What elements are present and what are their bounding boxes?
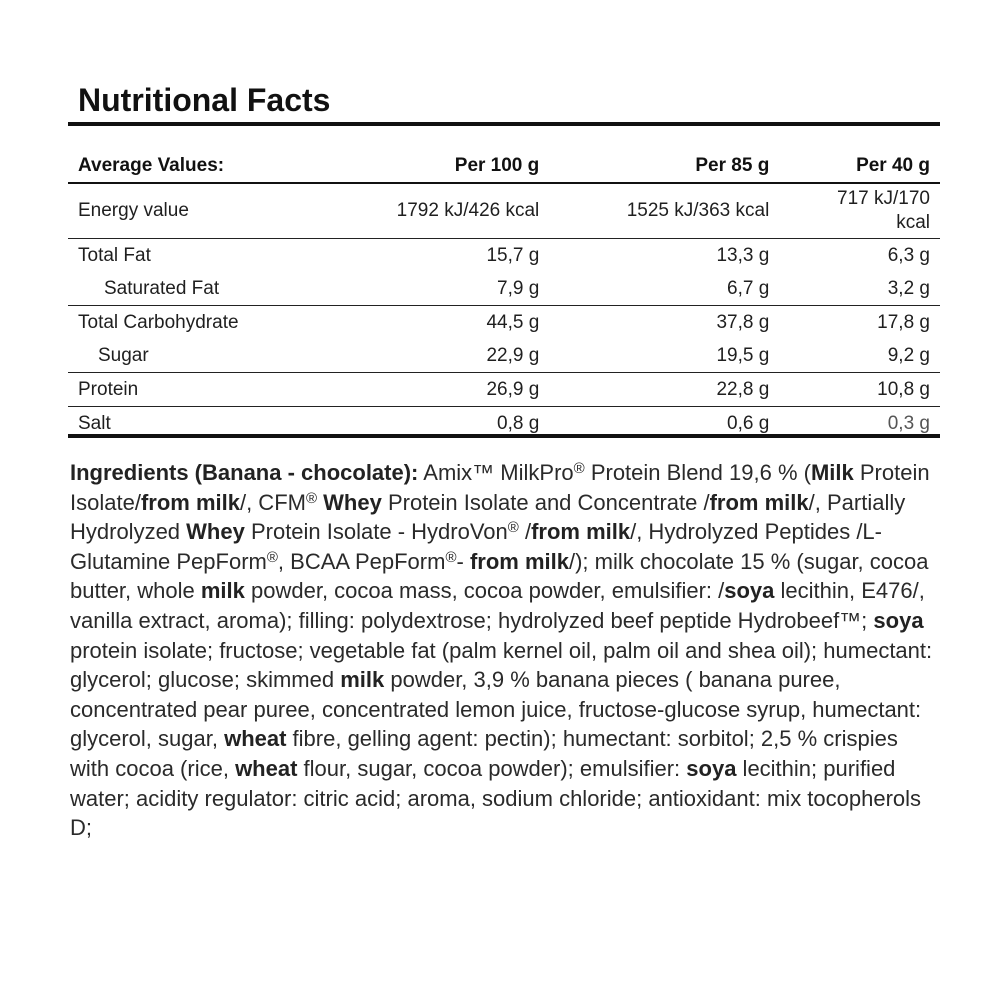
ingredient-segment: protein isolate; fructose; vegetable fat (palm kernel oil, palm oil and shea oil); humectant: glycerol; glucose; skimmed bbox=[70, 637, 933, 693]
protein-per-85g: 22,8 g bbox=[549, 373, 779, 407]
salt-per-40g: 0,3 g bbox=[887, 412, 930, 434]
ingredient-bold-segment: soya bbox=[873, 607, 924, 633]
salt-per-85g: 0,6 g bbox=[727, 412, 770, 434]
ingredient-segment: Protein Blend 19,6 % ( bbox=[584, 460, 811, 485]
total-carbohydrate-per-85g: 37,8 g bbox=[716, 311, 770, 333]
ingredient-segment: Protein Isolate/ bbox=[70, 460, 930, 515]
saturated-fat-label: Saturated Fat bbox=[68, 272, 348, 306]
registered-mark: ® bbox=[266, 548, 278, 566]
energy-per-40g-line2: kcal bbox=[896, 212, 930, 233]
total-fat-per-100g: 15,7 g bbox=[486, 244, 540, 266]
ingredient-segment: Amix™ MilkPro bbox=[418, 460, 574, 485]
total-carbohydrate-label: Total Carbohydrate bbox=[78, 311, 239, 333]
table-row-saturated-fat bbox=[68, 272, 940, 306]
registered-mark: ® bbox=[445, 548, 457, 566]
column-header-per-100g: Per 100 g bbox=[348, 150, 549, 183]
energy-per-100g: 1792 kJ/426 kcal bbox=[348, 183, 549, 239]
ingredient-segment: /, Hydrolyzed Peptides /L-Glutamine PepForm bbox=[70, 519, 882, 574]
protein-label: Protein bbox=[68, 373, 348, 407]
registered-mark: ® bbox=[573, 460, 585, 477]
ingredient-bold-segment: wheat bbox=[224, 726, 287, 752]
saturated-fat-per-100g: 7,9 g bbox=[348, 272, 549, 306]
ingredient-segment: , BCAA PepForm bbox=[277, 548, 446, 574]
total-fat-label: Total Fat bbox=[78, 244, 151, 266]
total-fat-per-40g: 6,3 g bbox=[887, 244, 930, 266]
ingredient-segment: flour, sugar, cocoa powder); emulsifier: bbox=[297, 755, 687, 781]
page-title: Nutritional Facts bbox=[78, 82, 331, 118]
sugar-label: Sugar bbox=[68, 339, 348, 373]
column-header-per-40g: Per 40 g bbox=[779, 150, 940, 183]
registered-mark: ® bbox=[507, 519, 519, 537]
protein-per-40g: 10,8 g bbox=[779, 373, 940, 407]
saturated-fat-per-40g: 3,2 g bbox=[779, 272, 940, 306]
energy-per-40g-line1: 717 kJ/170 bbox=[837, 188, 930, 209]
ingredient-bold-segment: Ingredients (Banana - chocolate): bbox=[70, 460, 419, 485]
table-header-row bbox=[68, 150, 940, 183]
salt-label: Salt bbox=[78, 412, 111, 434]
ingredient-segment: powder, cocoa mass, cocoa powder, emulsifier: / bbox=[244, 578, 725, 604]
ingredient-segment: lecithin; purified water; acidity regulator: citric acid; aroma, sodium chloride; antioxidant: mix tocopherols D; bbox=[70, 755, 922, 841]
ingredient-bold-segment: milk bbox=[340, 667, 385, 693]
energy-per-40g bbox=[779, 183, 940, 239]
ingredient-bold-segment: soya bbox=[724, 578, 775, 604]
ingredient-segment: /); milk chocolate 15 % (sugar, cocoa butter, whole bbox=[70, 548, 929, 604]
ingredient-segment: lecithin, E476/, vanilla extract, aroma); filling: polydextrose; hydrolyzed beef peptide Hydrobeef™; bbox=[70, 578, 925, 633]
sugar-per-40g: 9,2 g bbox=[779, 339, 940, 373]
ingredient-bold-segment: from milk bbox=[140, 489, 240, 515]
total-carbohydrate-per-100g: 44,5 g bbox=[486, 311, 540, 333]
sugar-per-85g: 19,5 g bbox=[549, 339, 779, 373]
ingredient-bold-segment: soya bbox=[686, 755, 737, 781]
ingredient-segment: / bbox=[518, 519, 532, 545]
title-divider bbox=[68, 122, 940, 126]
table-row-protein bbox=[68, 373, 940, 407]
protein-per-100g: 26,9 g bbox=[348, 373, 549, 407]
sugar-per-100g: 22,9 g bbox=[348, 339, 549, 373]
column-header-per-85g: Per 85 g bbox=[549, 150, 779, 183]
total-fat-per-85g: 13,3 g bbox=[716, 244, 770, 266]
saturated-fat-per-85g: 6,7 g bbox=[549, 272, 779, 306]
ingredient-segment: fibre, gelling agent: pectin); humectant: sorbitol; 2,5 % crispies with cocoa (rice, bbox=[70, 726, 898, 781]
column-header-average-values: Average Values: bbox=[68, 150, 348, 183]
table-bottom-divider bbox=[68, 434, 940, 438]
ingredient-segment: powder, 3,9 % banana pieces ( banana puree, concentrated pear puree, concentrated lemon juice, fructose-glucose syrup, humectant: glycerol, sugar, bbox=[70, 667, 922, 752]
registered-mark: ® bbox=[305, 489, 318, 507]
ingredient-bold-segment: from milk bbox=[469, 548, 569, 574]
ingredient-segment: /, CFM bbox=[239, 489, 306, 515]
ingredient-bold-segment: milk bbox=[200, 578, 245, 604]
ingredient-segment: Protein Isolate and Concentrate / bbox=[381, 489, 710, 515]
ingredient-bold-segment: from milk bbox=[531, 519, 631, 545]
energy-label: Energy value bbox=[68, 183, 348, 239]
ingredient-bold-segment: wheat bbox=[235, 755, 298, 781]
ingredients-text bbox=[70, 458, 942, 843]
ingredient-bold-segment: Whey bbox=[186, 519, 245, 545]
total-carbohydrate-per-40g: 17,8 g bbox=[877, 311, 930, 333]
table-row-sugar bbox=[68, 339, 940, 373]
energy-per-85g: 1525 kJ/363 kcal bbox=[549, 183, 779, 239]
ingredient-bold-segment: Milk bbox=[810, 460, 854, 485]
ingredient-bold-segment: from milk bbox=[709, 489, 809, 515]
nutrition-table bbox=[68, 150, 940, 440]
table-row-total-carbohydrate bbox=[68, 306, 940, 340]
ingredient-segment: /, Partially Hydrolyzed bbox=[70, 489, 906, 545]
table-row-total-fat bbox=[68, 239, 940, 273]
ingredient-segment: Protein Isolate - HydroVon bbox=[244, 519, 508, 545]
ingredient-bold-segment: Whey bbox=[323, 489, 382, 515]
table-row-energy bbox=[68, 183, 940, 239]
salt-per-100g: 0,8 g bbox=[497, 412, 540, 434]
ingredient-segment: - bbox=[456, 548, 470, 574]
